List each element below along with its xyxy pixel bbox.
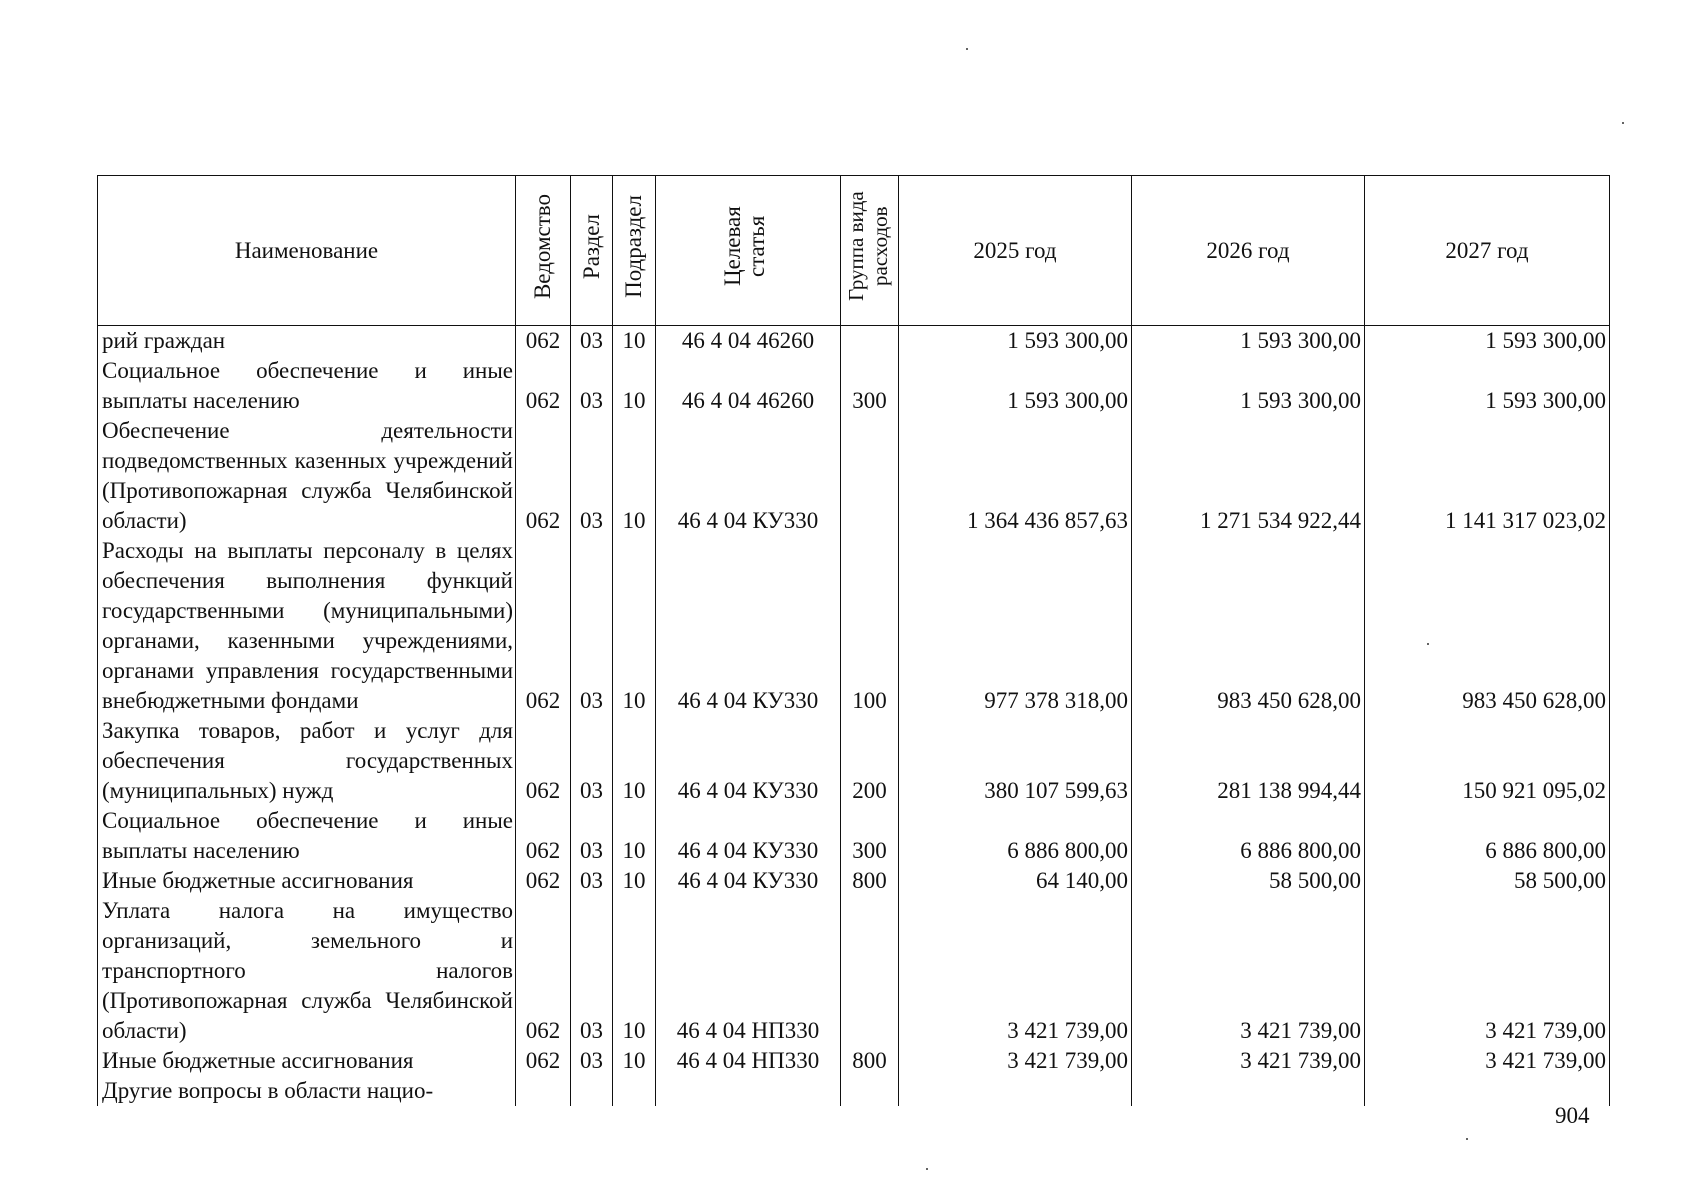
header-2026: 2026 год (1132, 176, 1365, 326)
cell-razdel (571, 1076, 613, 1106)
cell-podrazdel (613, 1076, 656, 1106)
cell-podrazdel: 10 (613, 716, 656, 806)
budget-table (97, 175, 1610, 1106)
cell-gruppa-vida-rashodov: 300 (841, 806, 899, 866)
cell-gruppa-vida-rashodov (841, 416, 899, 536)
cell-2027: 1 141 317 023,02 (1365, 416, 1610, 536)
cell-name: Обеспечение деятельности подведомственных казенных учреждений (Противопожарная служба Челябинской области) (98, 416, 516, 536)
cell-celevaya-statya: 46 4 04 НП330 (656, 896, 841, 1046)
cell-celevaya-statya: 46 4 04 КУ330 (656, 806, 841, 866)
cell-razdel: 03 (571, 896, 613, 1046)
page-number: 904 (1555, 1103, 1590, 1128)
table-row (98, 326, 1610, 357)
cell-razdel: 03 (571, 806, 613, 866)
cell-name: Иные бюджетные ассигнования (98, 866, 516, 896)
cell-podrazdel: 10 (613, 806, 656, 866)
header-2027: 2027 год (1365, 176, 1610, 326)
cell-2027: 6 886 800,00 (1365, 806, 1610, 866)
cell-name: Социальное обеспечение и иные выплаты населению (98, 356, 516, 416)
cell-2025: 1 364 436 857,63 (899, 416, 1132, 536)
table-row (98, 536, 1610, 716)
scan-speck (926, 1168, 928, 1170)
cell-2027: 150 921 095,02 (1365, 716, 1610, 806)
cell-gruppa-vida-rashodov (841, 1076, 899, 1106)
cell-2026: 6 886 800,00 (1132, 806, 1365, 866)
cell-name: Расходы на выплаты персоналу в целях обеспечения выполнения функций государственными (муниципальными) органами, казенными учреждениями, органами управления государственными внебюджетными фондами (98, 536, 516, 716)
cell-name: Социальное обеспечение и иные выплаты населению (98, 806, 516, 866)
cell-2026: 983 450 628,00 (1132, 536, 1365, 716)
table-body (98, 326, 1610, 1107)
cell-vedomstvo: 062 (516, 896, 571, 1046)
cell-celevaya-statya: 46 4 04 КУ330 (656, 536, 841, 716)
scan-speck (1427, 643, 1429, 645)
cell-name: Закупка товаров, работ и услуг для обеспечения государственных (муниципальных) нужд (98, 716, 516, 806)
cell-vedomstvo: 062 (516, 416, 571, 536)
header-name: Наименование (98, 176, 516, 326)
cell-name: Другие вопросы в области нацио- (98, 1076, 516, 1106)
cell-gruppa-vida-rashodov: 100 (841, 536, 899, 716)
scan-speck (1466, 1138, 1468, 1140)
scan-speck (1622, 122, 1624, 124)
table-row (98, 896, 1610, 1046)
scan-speck (966, 48, 968, 50)
table-row (98, 1076, 1610, 1106)
cell-2025: 380 107 599,63 (899, 716, 1132, 806)
cell-2027: 1 593 300,00 (1365, 356, 1610, 416)
cell-2025: 6 886 800,00 (899, 806, 1132, 866)
cell-podrazdel: 10 (613, 326, 656, 357)
table-row (98, 1046, 1610, 1076)
cell-2027: 3 421 739,00 (1365, 896, 1610, 1046)
cell-gruppa-vida-rashodov: 800 (841, 866, 899, 896)
cell-2027 (1365, 1076, 1610, 1106)
table-row (98, 866, 1610, 896)
cell-celevaya-statya: 46 4 04 46260 (656, 356, 841, 416)
cell-vedomstvo: 062 (516, 806, 571, 866)
cell-celevaya-statya (656, 1076, 841, 1106)
cell-2026 (1132, 1076, 1365, 1106)
cell-gruppa-vida-rashodov: 200 (841, 716, 899, 806)
cell-2025: 1 593 300,00 (899, 326, 1132, 357)
cell-2027: 983 450 628,00 (1365, 536, 1610, 716)
cell-2027: 58 500,00 (1365, 866, 1610, 896)
cell-celevaya-statya: 46 4 04 46260 (656, 326, 841, 357)
cell-podrazdel: 10 (613, 416, 656, 536)
table-row (98, 806, 1610, 866)
cell-celevaya-statya: 46 4 04 КУ330 (656, 416, 841, 536)
cell-name: Уплата налога на имущество организаций, земельного и транспортного налогов (Противопожарная служба Челябинской области) (98, 896, 516, 1046)
cell-celevaya-statya: 46 4 04 КУ330 (656, 716, 841, 806)
table-row (98, 716, 1610, 806)
cell-gruppa-vida-rashodov (841, 326, 899, 357)
cell-name: рий граждан (98, 326, 516, 357)
cell-vedomstvo: 062 (516, 356, 571, 416)
cell-2026: 3 421 739,00 (1132, 1046, 1365, 1076)
cell-2026: 3 421 739,00 (1132, 896, 1365, 1046)
table-row (98, 356, 1610, 416)
header-vedomstvo: Ведомство (516, 176, 571, 326)
cell-vedomstvo: 062 (516, 536, 571, 716)
cell-podrazdel: 10 (613, 356, 656, 416)
cell-razdel: 03 (571, 1046, 613, 1076)
header-gruppa-vida-rashodov: Группа вида расходов (841, 176, 899, 326)
cell-2026: 1 593 300,00 (1132, 356, 1365, 416)
cell-razdel: 03 (571, 416, 613, 536)
cell-vedomstvo: 062 (516, 716, 571, 806)
cell-podrazdel: 10 (613, 866, 656, 896)
header-celevaya-statya: Целевая статья (656, 176, 841, 326)
cell-2026: 58 500,00 (1132, 866, 1365, 896)
cell-podrazdel: 10 (613, 536, 656, 716)
cell-name: Иные бюджетные ассигнования (98, 1046, 516, 1076)
cell-2025: 977 378 318,00 (899, 536, 1132, 716)
cell-vedomstvo: 062 (516, 326, 571, 357)
cell-vedomstvo: 062 (516, 1046, 571, 1076)
cell-2025 (899, 1076, 1132, 1106)
cell-razdel: 03 (571, 716, 613, 806)
header-razdel: Раздел (571, 176, 613, 326)
cell-2026: 1 593 300,00 (1132, 326, 1365, 357)
cell-gruppa-vida-rashodov: 800 (841, 1046, 899, 1076)
cell-2025: 3 421 739,00 (899, 896, 1132, 1046)
cell-razdel: 03 (571, 326, 613, 357)
cell-podrazdel: 10 (613, 1046, 656, 1076)
cell-2026: 1 271 534 922,44 (1132, 416, 1365, 536)
cell-razdel: 03 (571, 866, 613, 896)
cell-vedomstvo: 062 (516, 866, 571, 896)
cell-razdel: 03 (571, 356, 613, 416)
cell-podrazdel: 10 (613, 896, 656, 1046)
cell-2027: 3 421 739,00 (1365, 1046, 1610, 1076)
table-row (98, 416, 1610, 536)
cell-2027: 1 593 300,00 (1365, 326, 1610, 357)
cell-2025: 1 593 300,00 (899, 356, 1132, 416)
cell-vedomstvo (516, 1076, 571, 1106)
table-header-row (98, 176, 1610, 326)
cell-razdel: 03 (571, 536, 613, 716)
cell-2025: 3 421 739,00 (899, 1046, 1132, 1076)
header-2025: 2025 год (899, 176, 1132, 326)
cell-celevaya-statya: 46 4 04 НП330 (656, 1046, 841, 1076)
cell-2025: 64 140,00 (899, 866, 1132, 896)
cell-2026: 281 138 994,44 (1132, 716, 1365, 806)
header-podrazdel: Подраздел (613, 176, 656, 326)
cell-celevaya-statya: 46 4 04 КУ330 (656, 866, 841, 896)
cell-gruppa-vida-rashodov: 300 (841, 356, 899, 416)
cell-gruppa-vida-rashodov (841, 896, 899, 1046)
